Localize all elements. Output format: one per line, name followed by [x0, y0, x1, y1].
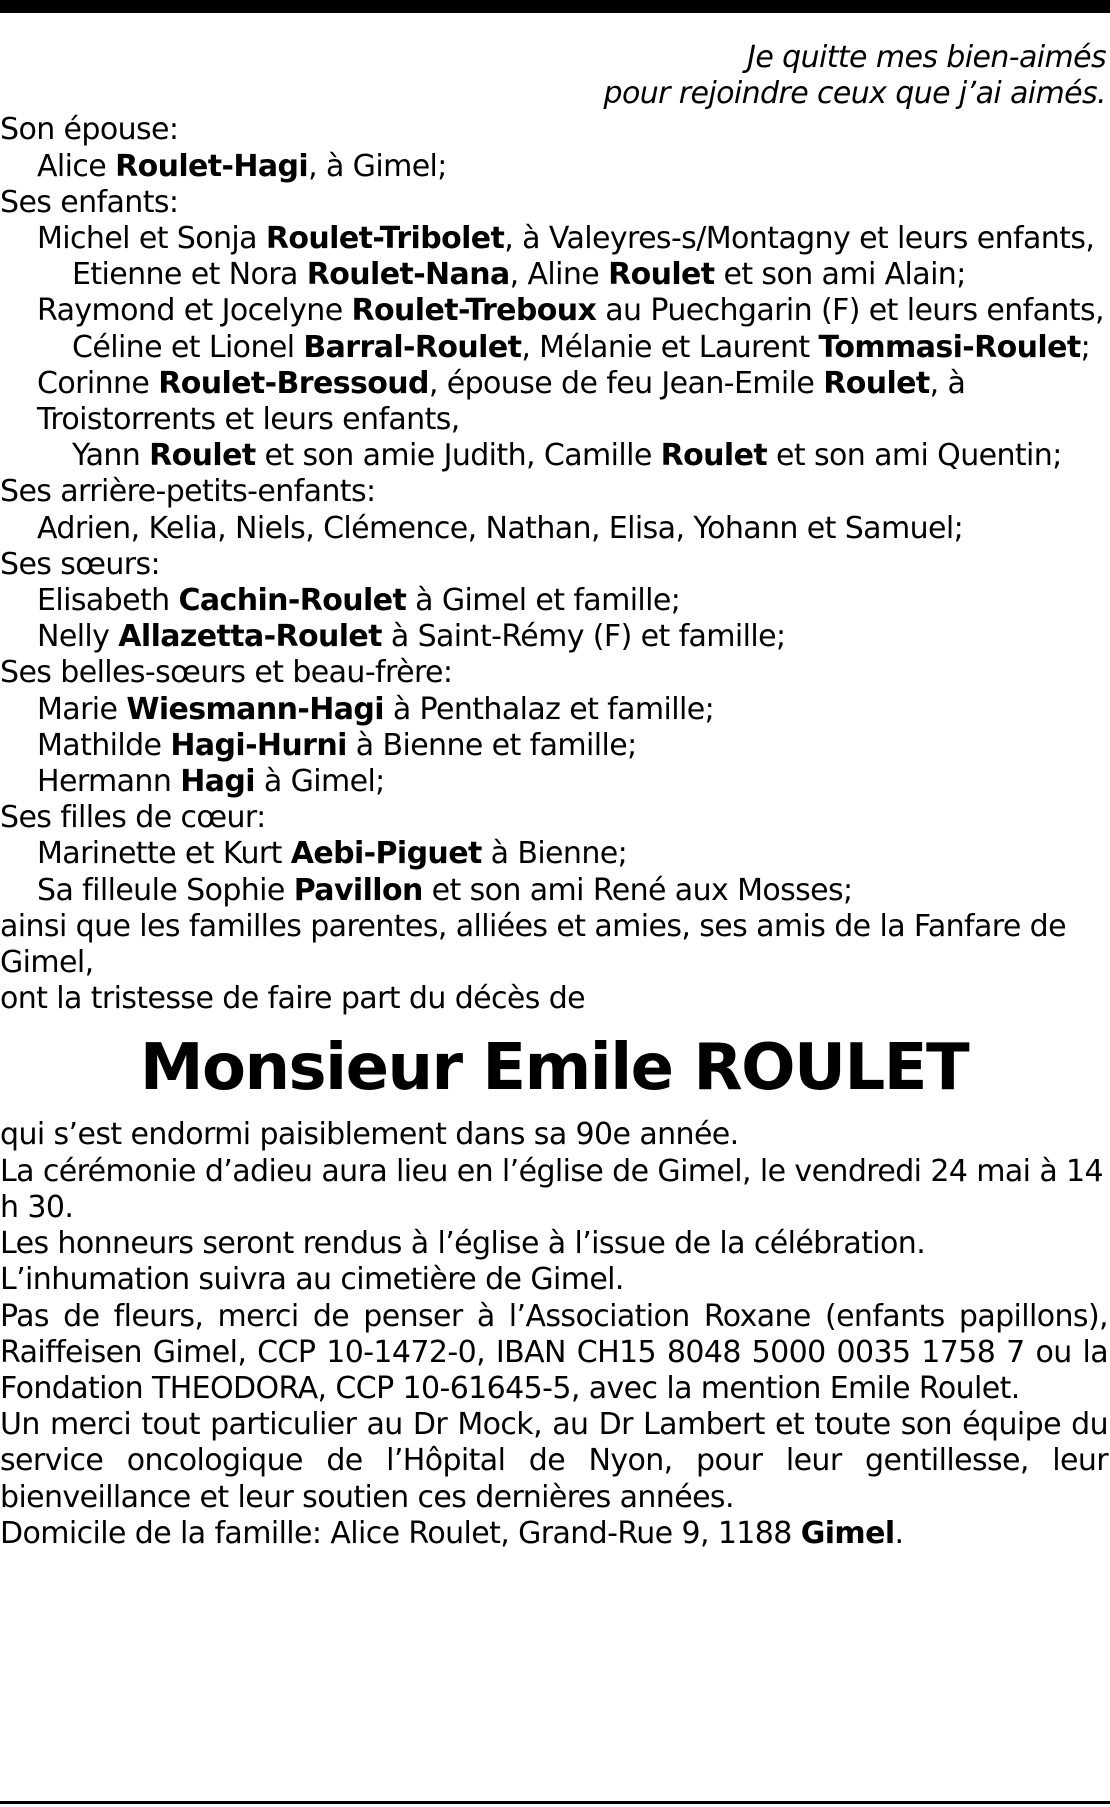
family-entry: Raymond et Jocelyne Roulet-Treboux au Puechgarin (F) et leurs enfants, [37, 293, 1104, 329]
section-label-in-laws: Ses belles-sœurs et beau-frère: [0, 655, 453, 691]
family-entry: Elisabeth Cachin-Roulet à Gimel et famille; [37, 583, 681, 619]
thanks-text: Un merci tout particulier au Dr Mock, au Dr Lambert et toute son équipe du service oncologique de l’Hôpital de Nyon, pour leur gentillesse, leur bienveillance et leur soutien ces dernières années. [0, 1407, 1108, 1515]
section-label-great-grandchildren: Ses arrière-petits-enfants: [0, 474, 376, 510]
burial-text: L’inhumation suivra au cimetière de Gimel. [0, 1262, 624, 1298]
motto [0, 40, 1108, 112]
honors-text: Les honneurs seront rendus à l’église à l’issue de la célébration. [0, 1226, 926, 1262]
section-label-wife: Son épouse: [0, 112, 179, 148]
section-label-children: Ses enfants: [0, 184, 179, 220]
family-entry: Corinne Roulet-Bressoud, épouse de feu Jean-Emile Roulet, à Troistorrents et leurs enfants, [37, 365, 966, 438]
announcement-text: ont la tristesse de faire part du décès de [0, 981, 586, 1017]
top-rule [0, 0, 1110, 13]
family-address: Domicile de la famille: Alice Roulet, Grand-Rue 9, 1188 Gimel. [0, 1515, 904, 1551]
family-entry: Mathilde Hagi-Hurni à Bienne et famille; [37, 727, 637, 763]
family-entry: Yann Roulet et son amie Judith, Camille Roulet et son ami Quentin; [72, 438, 1062, 474]
family-entry: Adrien, Kelia, Niels, Clémence, Nathan, Elisa, Yohann et Samuel; [37, 510, 964, 546]
bottom-rule [0, 1801, 1110, 1804]
deceased-name: Monsieur Emile ROULET [139, 1031, 969, 1106]
family-entry: Marinette et Kurt Aebi-Piguet à Bienne; [37, 836, 628, 872]
endormi-text: qui s’est endormi paisiblement dans sa 90e année. [0, 1117, 739, 1153]
section-label-daughters-of-heart: Ses filles de cœur: [0, 800, 266, 836]
families-paragraph: ainsi que les familles parentes, alliées et amies, ses amis de la Fanfare de Gimel, [0, 908, 1066, 981]
section-label-sisters: Ses sœurs: [0, 546, 161, 582]
family-entry: Nelly Allazetta-Roulet à Saint-Rémy (F) et famille; [37, 619, 786, 655]
family-entry: Alice Roulet-Hagi, à Gimel; [37, 148, 447, 184]
donation-text: Pas de fleurs, merci de penser à l’Association Roxane (enfants papillons), Raiffeisen Gimel, CCP 10-1472-0, IBAN CH15 8048 5000 0035 1758 7 ou la Fondation THEODORA, CCP 10-61645-5, avec la mention Emile Roulet. [0, 1298, 1108, 1406]
family-entry: Michel et Sonja Roulet-Tribolet, à Valeyres-s/Montagny et leurs enfants, [37, 221, 1095, 257]
family-entry: Hermann Hagi à Gimel; [37, 764, 385, 800]
motto-line: Je quitte mes bien-aimés [747, 40, 1106, 75]
ceremony-text: La cérémonie d’adieu aura lieu en l’église de Gimel, le vendredi 24 mai à 14 h 30. [0, 1153, 1104, 1225]
motto-line: pour rejoindre ceux que j’ai aimés. [603, 76, 1106, 112]
obituary-notice [0, 40, 1108, 1552]
family-entry: Marie Wiesmann-Hagi à Penthalaz et famille; [37, 691, 715, 727]
family-entry: Etienne et Nora Roulet-Nana, Aline Roulet et son ami Alain; [72, 257, 966, 293]
family-entry: Sa filleule Sophie Pavillon et son ami René aux Mosses; [37, 872, 853, 908]
family-entry: Céline et Lionel Barral-Roulet, Mélanie et Laurent Tommasi-Roulet; [72, 329, 1091, 365]
